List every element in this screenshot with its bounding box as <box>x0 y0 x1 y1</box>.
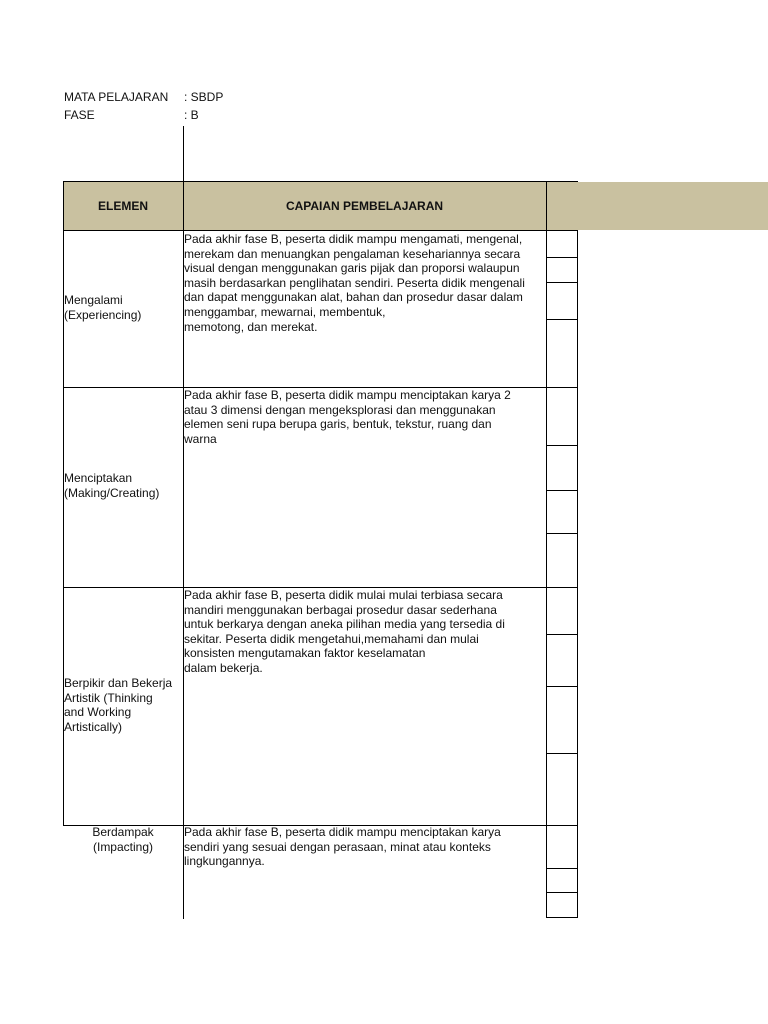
table-top-border <box>63 181 578 182</box>
outcome-mengalami: Pada akhir fase B, peserta didik mampu mengamati, mengenal, merekam dan menuangkan pengalaman kesehariannya secara visual dengan menggunakan garis pijak dan proporsi walaupun masih berdasarkan penglihatan sendiri. Peserta didik mengenali dan dapat menggunakan alat, bahan dan prosedur dasar dalam menggambar, mewarnai, membentuk, memotong, dan merekat. <box>184 232 525 334</box>
checkbox-divider <box>546 319 578 320</box>
element-berdampak: Berdampak (Impacting) <box>92 825 154 854</box>
checkbox-divider <box>546 634 578 635</box>
checkbox-divider <box>546 445 578 446</box>
checkbox-divider <box>546 917 578 918</box>
column-divider <box>546 182 547 918</box>
checkbox-divider <box>546 282 578 283</box>
header-capaian-pembelajaran: CAPAIAN PEMBELAJARAN <box>285 199 444 213</box>
checkbox-divider <box>546 892 578 893</box>
phase-label: FASE <box>64 108 95 122</box>
checkbox-divider <box>546 753 578 754</box>
checkbox-divider <box>546 490 578 491</box>
checkbox-column-border <box>577 230 578 918</box>
checkbox-divider <box>546 868 578 869</box>
phase-value: : B <box>184 108 199 122</box>
outcome-berdampak: Pada akhir fase B, peserta didik mampu menciptakan karya sendiri yang sesuai dengan perasaan, minat atau konteks lingkungannya. <box>184 825 501 869</box>
element-menciptakan: Menciptakan (Making/Creating) <box>64 471 160 500</box>
subject-label: MATA PELAJARAN <box>64 90 169 104</box>
checkbox-divider <box>546 686 578 687</box>
outcome-menciptakan: Pada akhir fase B, peserta didik mampu menciptakan karya 2 atau 3 dimensi dengan mengeksplorasi dan menggunakan elemen seni rupa berupa garis, bentuk, tekstur, ruang dan warna <box>184 388 511 446</box>
checkbox-divider <box>546 533 578 534</box>
checkbox-divider <box>546 257 578 258</box>
subject-value: : SBDP <box>184 90 224 104</box>
header-bottom-border <box>63 230 578 231</box>
outcome-berpikir-dan-bekerja-artistik: Pada akhir fase B, peserta didik mulai mulai terbiasa secara mandiri menggunakan berbagai prosedur dasar sederhana untuk berkarya dengan aneka pilihan media yang tersedia di sekitar. Peserta didik mengetahui,memahami dan mulai konsisten mengutamakan faktor keselamatan dalam bekerja. <box>184 588 505 675</box>
header-elemen: ELEMEN <box>97 199 148 213</box>
element-berpikir-dan-bekerja-artistik: Berpikir dan Bekerja Artistik (Thinking and Working Artistically) <box>64 676 173 734</box>
element-mengalami: Mengalami (Experiencing) <box>64 293 142 322</box>
